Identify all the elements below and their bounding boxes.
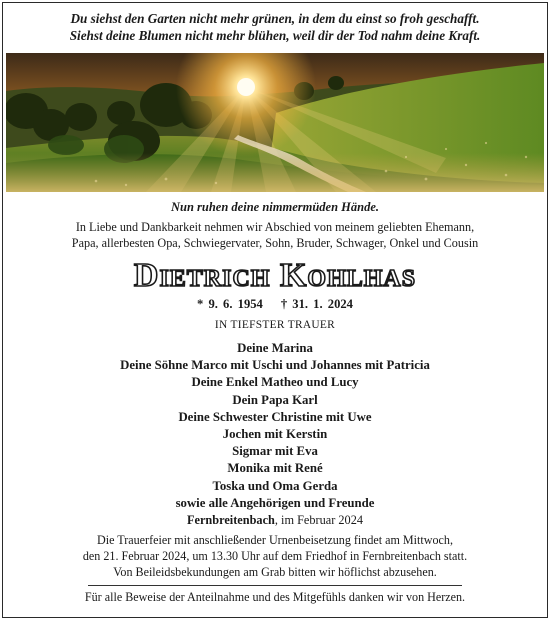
mourner-line: Dein Papa Karl <box>232 392 318 407</box>
mourner-line: Jochen mit Kerstin <box>222 426 328 441</box>
mourner-line: Deine Schwester Christine mit Uwe <box>178 409 372 424</box>
birth-date: * 9. 6. 1954 <box>197 297 263 311</box>
poem-line-2: Siehst deine Blumen nicht mehr blühen, weil dir der Tod nahm deine Kraft. <box>69 28 481 43</box>
funeral-info-line-2: den 21. Februar 2024, um 13.30 Uhr auf dem Friedhof in Fernbreitenbach statt. <box>82 549 468 563</box>
mourner-line: Sigmar mit Eva <box>232 444 318 459</box>
farewell-intro <box>0 219 550 251</box>
poem-line-1: Du siehst den Garten nicht mehr grünen, in dem du einst so froh geschafft. <box>70 11 480 26</box>
intro-line-1: In Liebe und Dankbarkeit nehmen wir Abschied von meinem geliebten Ehemann, <box>75 220 475 234</box>
place-name: Fernbreitenbach <box>186 513 275 527</box>
thanks-line: Für alle Beweise der Anteilnahme und des Mitgefühls danken wir von Herzen. <box>84 590 466 604</box>
closing-line: Nun ruhen deine nimmermüden Hände. <box>170 200 380 214</box>
sunset-landscape-image <box>6 53 544 192</box>
funeral-info <box>0 532 550 580</box>
mourner-line: sowie alle Angehörigen und Freunde <box>175 495 375 510</box>
mourner-line: Monika mit René <box>227 461 323 476</box>
life-dates <box>0 297 550 312</box>
poem <box>0 10 550 44</box>
funeral-info-line-3: Von Beileidsbekundungen am Grab bitten wir höflichst abzusehen. <box>113 565 437 579</box>
mourning-heading: IN TIEFSTER TRAUER <box>214 319 336 331</box>
place-and-date <box>0 513 550 528</box>
mourners-list <box>0 340 550 512</box>
notice-date: , im Februar 2024 <box>274 513 364 527</box>
mourner-line: Deine Enkel Matheo und Lucy <box>191 375 359 390</box>
funeral-info-line-1: Die Trauerfeier mit anschließender Urnenbeisetzung findet am Mittwoch, <box>97 533 453 547</box>
mourner-line: Deine Söhne Marco mit Uschi und Johannes mit Patricia <box>120 358 430 373</box>
sunset-meadow-photo <box>6 53 544 192</box>
divider-line <box>88 585 462 586</box>
death-date: † 31. 1. 2024 <box>280 297 353 311</box>
intro-line-2: Papa, allerbesten Opa, Schwiegervater, Sohn, Bruder, Schwager, Onkel und Cousin <box>71 236 479 250</box>
deceased-name: Dietrich Kohlhas <box>133 257 417 294</box>
mourner-line: Deine Marina <box>237 341 313 355</box>
mourner-line: Toska und Oma Gerda <box>212 478 338 493</box>
